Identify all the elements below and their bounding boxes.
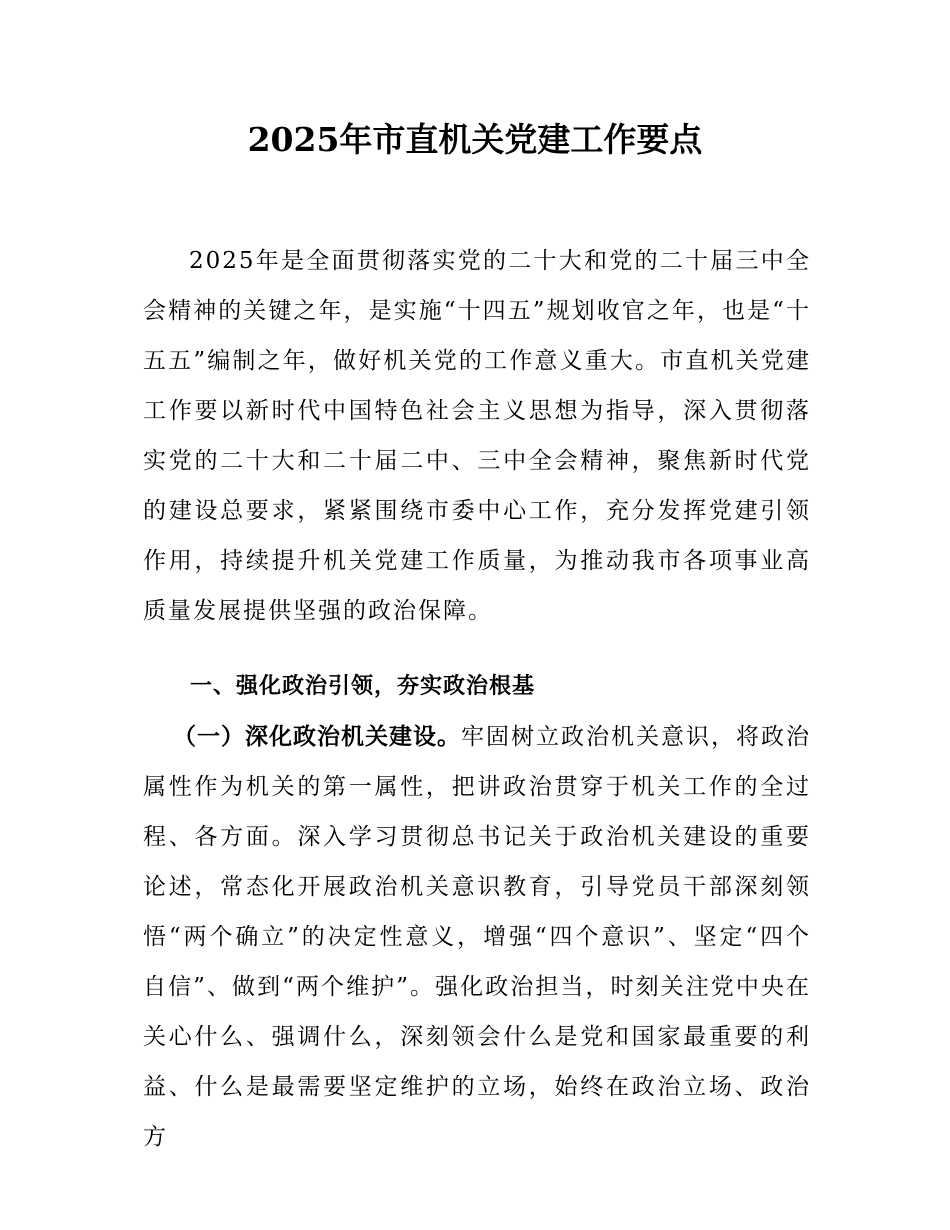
intro-paragraph: 2025年是全面贯彻落实党的二十大和党的二十届三中全会精神的关键之年，是实施“十四五”规划收官之年，也是“十五五”编制之年，做好机关党的工作意义重大。市直机关党建工作要以新时代中国特色社会主义思想为指导，深入贯彻落实党的二十大和二十届二中、三中全会精神，聚焦新时代党的建设总要求，紧紧围绕市委中心工作，充分发挥党建引领作用，持续提升机关党建工作质量，为推动我市各项事业高质量发展提供坚强的政治保障。 <box>143 248 811 624</box>
section-1-item-1-text: 牢固树立政治机关意识，将政治属性作为机关的第一属性，把讲政治贯穿于机关工作的全过程、各方面。深入学习贯彻总书记关于政治机关建设的重要论述，常态化开展政治机关意识教育，引导党员干部深刻领悟“两个确立”的决定性意义，增强“四个意识”、坚定“四个自信”、做到“两个维护”。强化政治担当，时刻关注党中央在关心什么、强调什么，深刻领会什么是党和国家最重要的利益、什么是最需要坚定维护的立场，始终在政治立场、政治方 <box>143 724 811 1150</box>
section-1-heading: 一、强化政治引领，夯实政治根基 <box>190 674 536 699</box>
document-title: 2025年市直机关党建工作要点 <box>247 120 703 159</box>
section-1-item-1-heading: （一）深化政治机关建设。 <box>173 724 461 750</box>
section-1-item-1-paragraph <box>143 712 811 1162</box>
